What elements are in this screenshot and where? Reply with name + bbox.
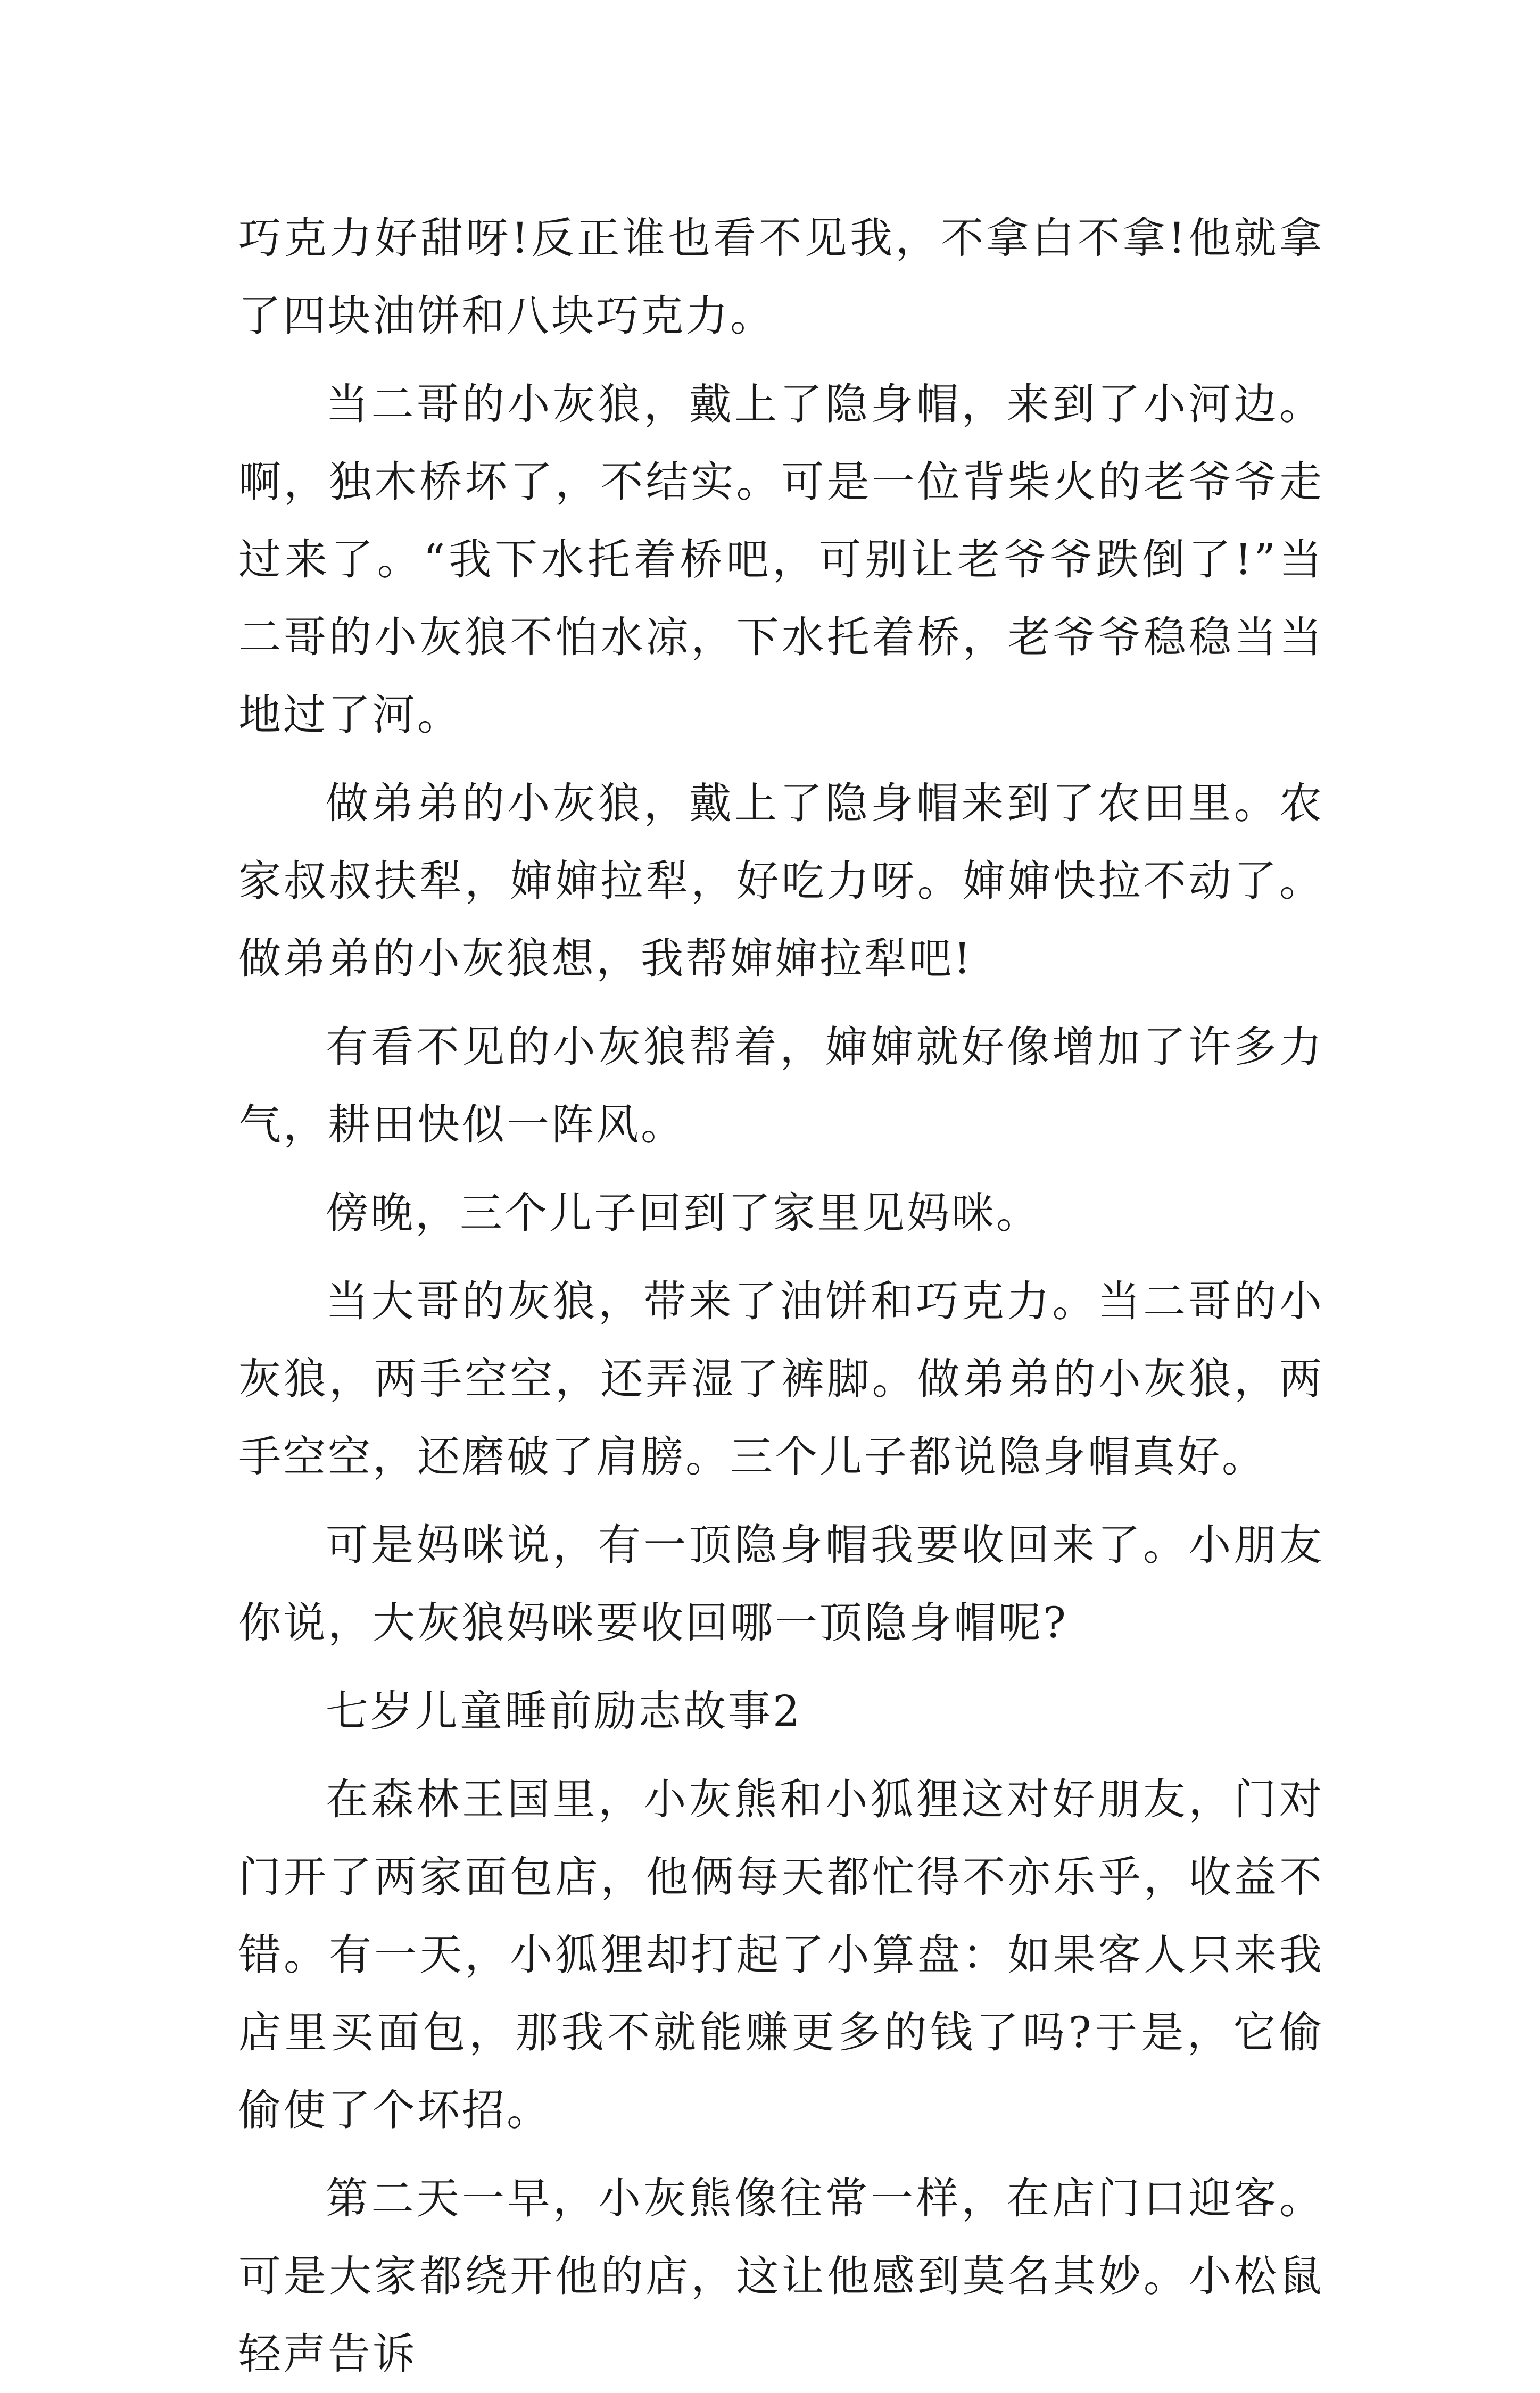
paragraph-return-home: 当大哥的灰狼，带来了油饼和巧克力。当二哥的小灰狼，两手空空，还弄湿了裤脚。做弟弟的小灰狼，两手空空，还磨破了肩膀。三个儿子都说隐身帽真好。 xyxy=(238,1277,1324,1481)
paragraph-evening: 傍晚，三个儿子回到了家里见妈咪。 xyxy=(326,1188,1041,1238)
story-text-column xyxy=(238,200,1324,2393)
story-heading: 七岁儿童睡前励志故事2 xyxy=(326,1686,802,1736)
paragraph-younger-brother: 做弟弟的小灰狼，戴上了隐身帽来到了农田里。农家叔叔扶犁，婶婶拉犁，好吃力呀。婶婶快拉不动了。做弟弟的小灰狼想，我帮婶婶拉犁吧! xyxy=(238,779,1324,983)
paragraph-second-brother: 当二哥的小灰狼，戴上了隐身帽，来到了小河边。啊，独木桥坏了，不结实。可是一位背柴火的老爷爷走过来了。“我下水托着桥吧，可别让老爷爷跌倒了!”当二哥的小灰狼不怕水凉，下水托着桥，老爷爷稳稳当当地过了河。 xyxy=(238,379,1324,740)
paragraph-bakery-intro: 在森林王国里，小灰熊和小狐狸这对好朋友，门对门开了两家面包店，他俩每天都忙得不亦乐乎，收益不错。有一天，小狐狸却打起了小算盘：如果客人只来我店里买面包，那我不就能赚更多的钱了吗?于是，它偷偷使了个坏招。 xyxy=(238,1775,1324,2135)
paragraph-invisible-help: 有看不见的小灰狼帮着，婶婶就好像增加了许多力气，耕田快似一阵风。 xyxy=(238,1022,1324,1149)
paragraph-next-morning: 第二天一早，小灰熊像往常一样，在店门口迎客。可是大家都绕开他的店，这让他感到莫名其妙。小松鼠轻声告诉 xyxy=(238,2174,1324,2379)
paragraph-continued: 巧克力好甜呀!反正谁也看不见我，不拿白不拿!他就拿了四块油饼和八块巧克力。 xyxy=(238,213,1324,341)
paragraph-question: 可是妈咪说，有一顶隐身帽我要收回来了。小朋友你说，大灰狼妈咪要收回哪一顶隐身帽呢? xyxy=(238,1520,1324,1647)
